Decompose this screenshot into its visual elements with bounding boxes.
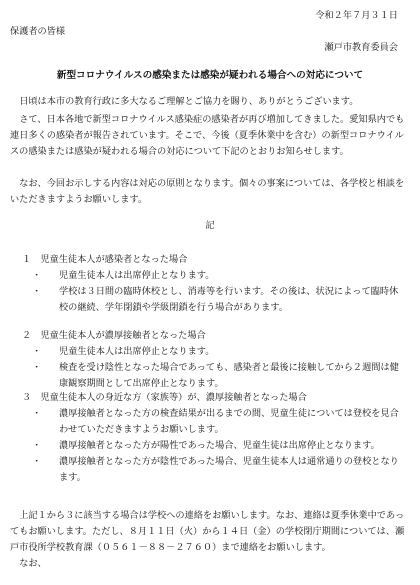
bullet-list — [22, 268, 406, 316]
section-close-contact — [22, 328, 406, 392]
bullet-item: ・ 児童生徒本人は出席停止となります。 — [22, 344, 406, 360]
bullet-list — [22, 406, 406, 486]
bullet-item: ・ 濃厚接触者となった方の検査結果が出るまでの間、児童生徒については登校を見合わせていただきますようお願いします。 — [22, 406, 406, 438]
date: 令和２年７月３１日 — [315, 10, 398, 21]
addressee: 保護者の皆様 — [10, 26, 66, 37]
section-heading: ２ 児童生徒本人が濃厚接触者となった場合 — [22, 330, 206, 341]
bullet-item: ・ 濃厚接触者となった方が陽性であった場合、児童生徒は出席停止となります。 — [22, 438, 406, 454]
section-heading: １ 児童生徒本人が感染者となった場合 — [22, 254, 188, 265]
intro-paragraph-greeting: 日頃は本市の教育行政に多大なるご理解とご協力を賜り、ありがとうございます。 — [19, 96, 359, 107]
bullet-item: ・ 濃厚接触者となった方が陰性であった場合、児童生徒本人は通常通りの登校となります。 — [22, 454, 406, 486]
document-title: 新型コロナウイルスの感染または感染が疑われる場合への対応について — [56, 70, 364, 81]
section-heading: ３ 児童生徒本人の身近な方（家族等）が、濃厚接触者となった場合 — [22, 392, 307, 403]
closing-paragraph-note: なお、 — [19, 558, 47, 569]
intro-paragraph-situation: さて、日本各地で新型コロナウイルス感染症の感染者が再び増加してきました。愛知県内でも連日多くの感染者が報告されています。そこで、今後（夏季休業中を含む）の新型コロナウイルスの感染または感染が疑われる場合の対応について下記のとおりお知らせします。 — [10, 114, 405, 157]
section-infected — [22, 252, 406, 316]
section-family-close-contact — [22, 390, 406, 486]
bullet-item: ・ 児童生徒本人は出席停止となります。 — [22, 268, 406, 284]
ki-heading: 記 — [205, 220, 215, 231]
sender: 瀬戸市教育委員会 — [324, 42, 398, 53]
closing-paragraph-contact: 上記１から３に該当する場合は学校への連絡をお願いします。なお、連絡は夏季休業中であってもお願いします。ただし、８月１１日（火）から１４日（金）の学校閉庁期間については、瀬戸市役所学校教育課（０５６１－８８－２７６０）まで連絡をお願いします。 — [10, 510, 405, 553]
bullet-list — [22, 344, 406, 392]
bullet-item: ・ 学校は３日間の臨時休校とし、消毒等を行います。その後は、状況によって臨時休校の継続、学年閉鎖や学級閉鎖を行う場合があります。 — [22, 284, 406, 316]
intro-paragraph-consultation: なお、今回お示しする内容は対応の原則となります。個々の事案については、各学校と相談をいただきますようお願いします。 — [10, 178, 405, 205]
bullet-item: ・ 検査を受け陰性となった場合であっても、感染者と最後に接触してから２週間は健康観察期間として出席停止となります。 — [22, 360, 406, 392]
